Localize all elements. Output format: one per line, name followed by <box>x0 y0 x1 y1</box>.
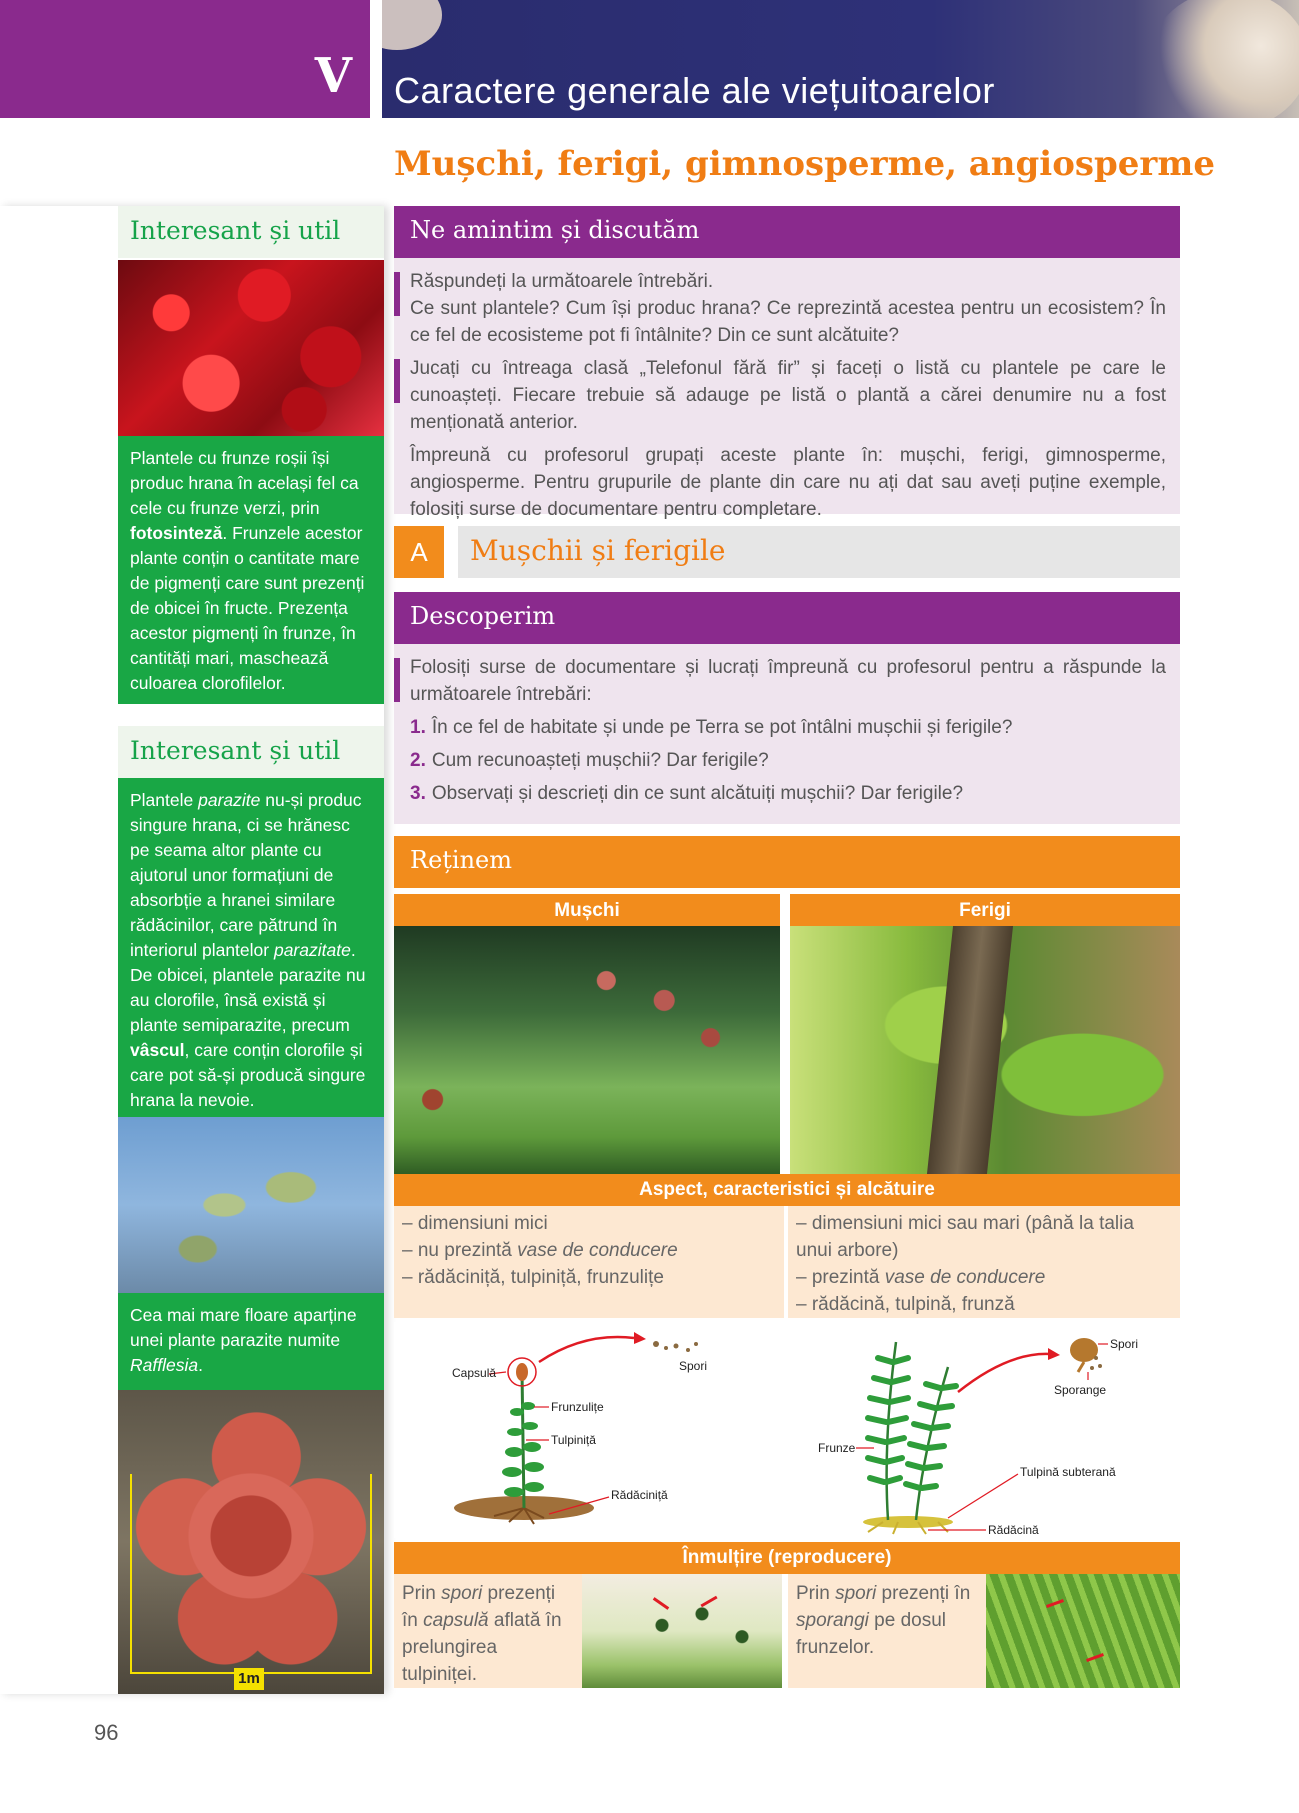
moss-column-heading: Mușchi <box>394 894 780 928</box>
sidebar-box1-heading: Interesant și util <box>118 206 384 258</box>
scale-label: 1m <box>234 1668 264 1690</box>
moss-diagram <box>394 1322 784 1538</box>
mistletoe-photo <box>118 1117 384 1293</box>
fern-diagram <box>788 1322 1180 1538</box>
chapter-box <box>0 0 370 118</box>
sidebar-box2-text: Plantele parazite nu-și produc singure hrana, ci se hrănesc pe seama altor plante cu ajutorul unor formațiuni de absorbție a hranei similare rădăcinilor, care pătrund în interiorul plantelor parazitate. De obicei, plantele parazite nu au clorofile, însă există și plante semiparazite, precum vâscul, care conțin clorofile și care pot să-și producă singure hrana la nevoie. <box>118 778 384 1117</box>
fern-photo <box>790 926 1180 1174</box>
moss-photo <box>394 926 780 1174</box>
fern-label-radacina: Rădăcină <box>988 1523 1039 1537</box>
moss-traits: – dimensiuni mici – nu prezintă vase de conducere – rădăciniță, tulpiniță, frunzulițe <box>394 1206 784 1318</box>
moss-label-frunzulite: Frunzulițe <box>551 1400 604 1414</box>
fern-column-heading: Ferigi <box>790 894 1180 928</box>
moss-reproduction-text: Prin spori prezenți în capsulă aflată în prelungirea tulpiniței. <box>394 1574 582 1688</box>
chapter-title: Caractere generale ale viețuitoarelor <box>394 70 995 111</box>
lesson-title: Mușchi, ferigi, gimnosperme, angiosperme <box>394 144 1215 184</box>
aspect-heading: Aspect, caracteristici și alcătuire <box>394 1174 1180 1206</box>
fern-label-frunze: Frunze <box>818 1441 856 1455</box>
descoperim-heading: Descoperim <box>394 592 1180 644</box>
fern-label-tulpina: Tulpină subterană <box>1020 1465 1116 1479</box>
question-item: 1. În ce fel de habitate și unde pe Terra se pot întâlni mușchii și ferigile? <box>410 717 1013 738</box>
sidebar-box2-heading: Interesant și util <box>118 726 384 778</box>
retinem-heading: Reținem <box>394 836 1180 888</box>
sidebar-box1-text: Plantele cu frunze roșii își produc hrana în același fel ca cele cu frunze verzi, prin fotosinteză. Frunzele acestor plante conțin o cantitate mare de pigmenți care sunt prezenți de obicei în fructe. Prezența acestor pigmenți în frunze, în cantități mari, maschează culoarea clorofilelor. <box>118 436 384 704</box>
page-number: 96 <box>94 1720 119 1745</box>
question-item: 2. Cum recunoașteți mușchii? Dar ferigile? <box>410 750 769 771</box>
moss-label-radacinita: Rădăciniță <box>611 1488 668 1502</box>
rafflesia-photo <box>118 1390 384 1694</box>
reproduction-heading: Înmulțire (reproducere) <box>394 1542 1180 1574</box>
moss-label-tulpinita: Tulpiniță <box>551 1433 596 1447</box>
fern-label-spori: Spori <box>1110 1337 1139 1351</box>
section-letter: A <box>394 526 444 578</box>
fern-label-sporange: Sporange <box>1054 1383 1107 1397</box>
ne-amintim-heading: Ne amintim și discutăm <box>394 206 1180 258</box>
moss-label-spori: Spori <box>679 1359 708 1373</box>
fern-traits: – dimensiuni mici sau mari (până la talia unui arbore) – prezintă vase de conducere – rădăcină, tulpină, frunză <box>788 1206 1180 1318</box>
moss-label-capsula: Capsulă <box>452 1366 497 1380</box>
moss-capsule-photo <box>582 1574 782 1688</box>
fern-sporangia-photo <box>986 1574 1180 1688</box>
red-maple-photo <box>118 260 384 436</box>
descoperim-panel: Folosiți surse de documentare și lucrați împreună cu profesorul pentru a răspunde la următoarele întrebări: 1. În ce fel de habitate și unde pe Terra se pot întâlni mușchii și ferigile? 2. Cum recunoașteți mușchii? Dar ferigile? 3. Observați și descrieți din ce sunt alcătuiți mușchii? Dar ferigile? <box>394 644 1180 824</box>
chapter-number: V <box>314 48 352 104</box>
ne-amintim-panel: Răspundeți la următoarele întrebări. Ce sunt plantele? Cum își produc hrana? Ce reprezintă acestea pentru un ecosistem? În ce fel de ecosisteme pot fi întâlnite? Din ce sunt alcătuite? Jucați cu întreaga clasă „Telefonul fără fir” și faceți o listă cu plantele pe care le cunoașteți. Fiecare trebuie să adauge pe listă o plantă a cărei denumire nu a fost menționată anterior. Împreună cu profesorul grupați aceste plante în: mușchi, ferigi, gimnosperme, angiosperme. Pentru grupurile de plante din care nu ați dat sau aveți puține exemple, folosiți surse de documentare pentru completare. <box>394 258 1180 514</box>
question-item: 3. Observați și descrieți din ce sunt alcătuiți mușchii? Dar ferigile? <box>410 783 964 804</box>
rafflesia-caption: Cea mai mare floare aparține unei plante parazite numite Rafflesia. <box>118 1293 384 1390</box>
fern-reproduction-text: Prin spori prezenți în sporangi pe dosul frunzelor. <box>788 1574 986 1688</box>
section-title: Mușchii și ferigile <box>458 526 1180 578</box>
